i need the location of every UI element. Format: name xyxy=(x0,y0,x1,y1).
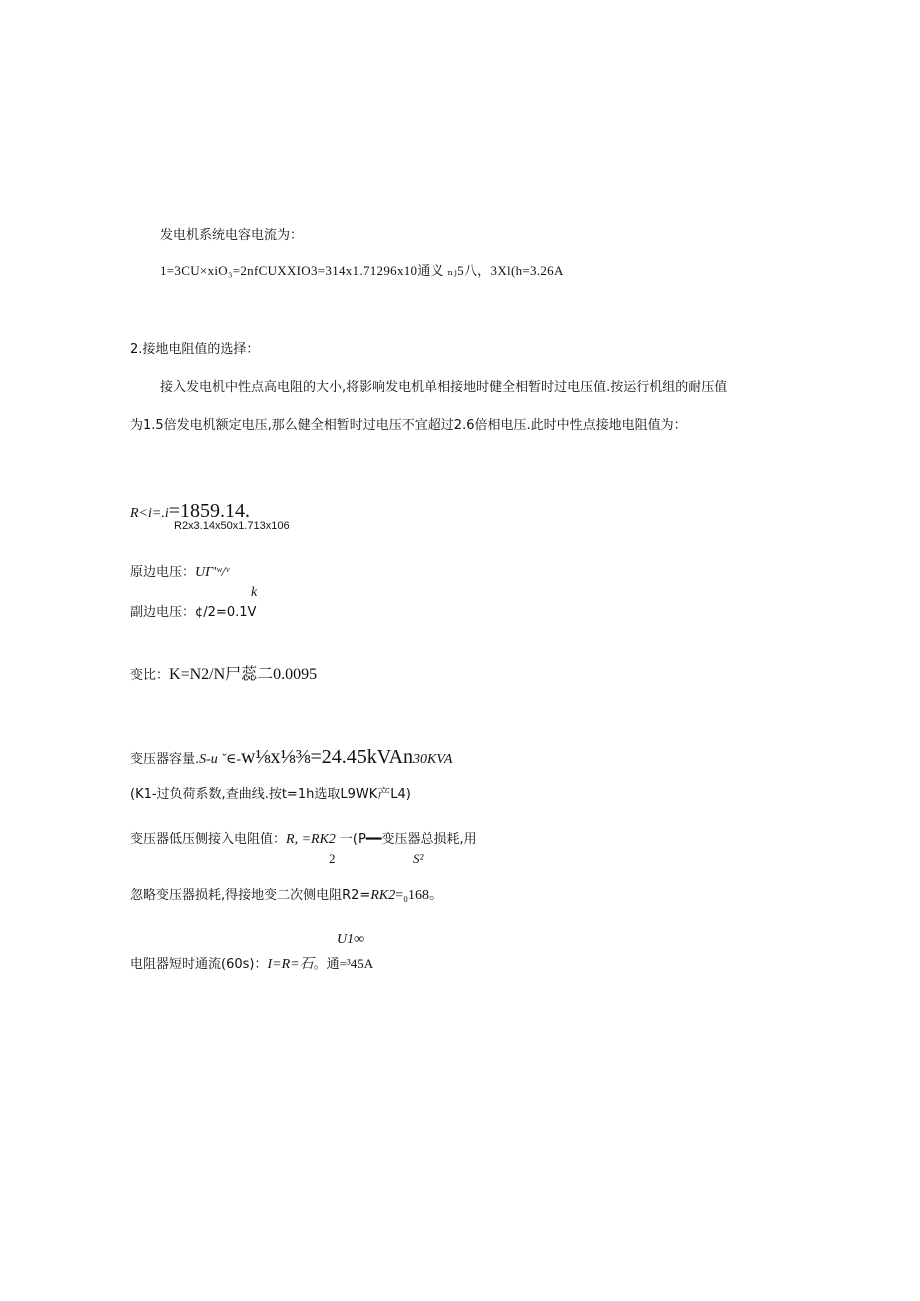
capacitive-current-title: 发电机系统电容电流为： xyxy=(160,228,304,243)
overload-note: (K1-过负荷系数,查曲线.按t=1h选取L9WK产L4) xyxy=(130,787,411,802)
low-side-denominator-2: 2 xyxy=(329,851,336,866)
secondary-voltage-line: 副边电压：¢/2=0.1V xyxy=(130,605,257,620)
ratio-label: 变比： xyxy=(130,668,170,683)
low-side-resistance-line xyxy=(130,833,477,847)
resistance-formula-value: =1859.14. xyxy=(168,500,251,522)
primary-voltage-label: 原边电压： xyxy=(130,565,196,580)
ignore-loss-value: =₀168。 xyxy=(395,888,444,903)
capacity-formula-part2: w⅛x⅛⅜=24.45kVAn xyxy=(241,746,414,768)
k-symbol: k xyxy=(251,585,258,600)
ignore-loss-formula: RK2 xyxy=(370,888,396,903)
low-side-denominator-s: S² xyxy=(413,851,424,866)
short-time-numerator: U1∞ xyxy=(337,932,365,947)
short-time-current-line xyxy=(130,957,373,972)
resistance-formula-denominator: R2x3.14x50x1.713x106 xyxy=(174,520,290,532)
short-time-formula: I=R=石 xyxy=(267,957,314,972)
transformer-capacity-line xyxy=(130,747,452,767)
capacity-formula-part3: 30KVA xyxy=(413,752,453,767)
low-side-rest: 一(P━━变压器总损耗,用 xyxy=(339,832,477,847)
capacitive-current-formula: 1=3CU×xiO₃=2nfCUXXIO3=314x1.71296x10通义 ₙⱼ5八，3Xl(h=3.26A xyxy=(160,263,564,278)
paragraph-line-2: 为1.5倍发电机额定电压,那么健全相暂时过电压不宜超过2.6倍相电压.此时中性点接地电阻值为： xyxy=(130,418,687,433)
resistance-formula-prefix: R<i=.i xyxy=(130,506,169,521)
capacity-label: 变压器容量. xyxy=(130,752,200,767)
short-time-value: 。通=³45A xyxy=(313,956,374,971)
ignore-loss-text: 忽略变压器损耗,得接地变二次侧电阻R2= xyxy=(130,888,371,903)
resistance-formula xyxy=(130,501,250,521)
low-side-label: 变压器低压侧接入电阻值： xyxy=(130,832,287,847)
paragraph-line-1: 接入发电机中性点高电阻的大小,将影响发电机单相接地时健全相暂时过电压值.按运行机组的耐压值 xyxy=(160,380,728,395)
ignore-loss-line xyxy=(130,889,443,903)
ratio-value: K=N2/N尸蕊二0.0095 xyxy=(169,666,318,683)
ratio-line xyxy=(130,667,317,683)
primary-voltage-line xyxy=(130,566,229,580)
low-side-formula: R, =RK2 xyxy=(286,832,336,847)
capacity-formula-part1: S-u ˇ∈- xyxy=(199,752,241,767)
section2-heading: 2.接地电阻值的选择： xyxy=(130,342,260,357)
primary-voltage-value: UΓ'ʷ/ᵛ xyxy=(195,565,230,580)
short-time-label: 电阻器短时通流(60s)： xyxy=(130,957,268,972)
